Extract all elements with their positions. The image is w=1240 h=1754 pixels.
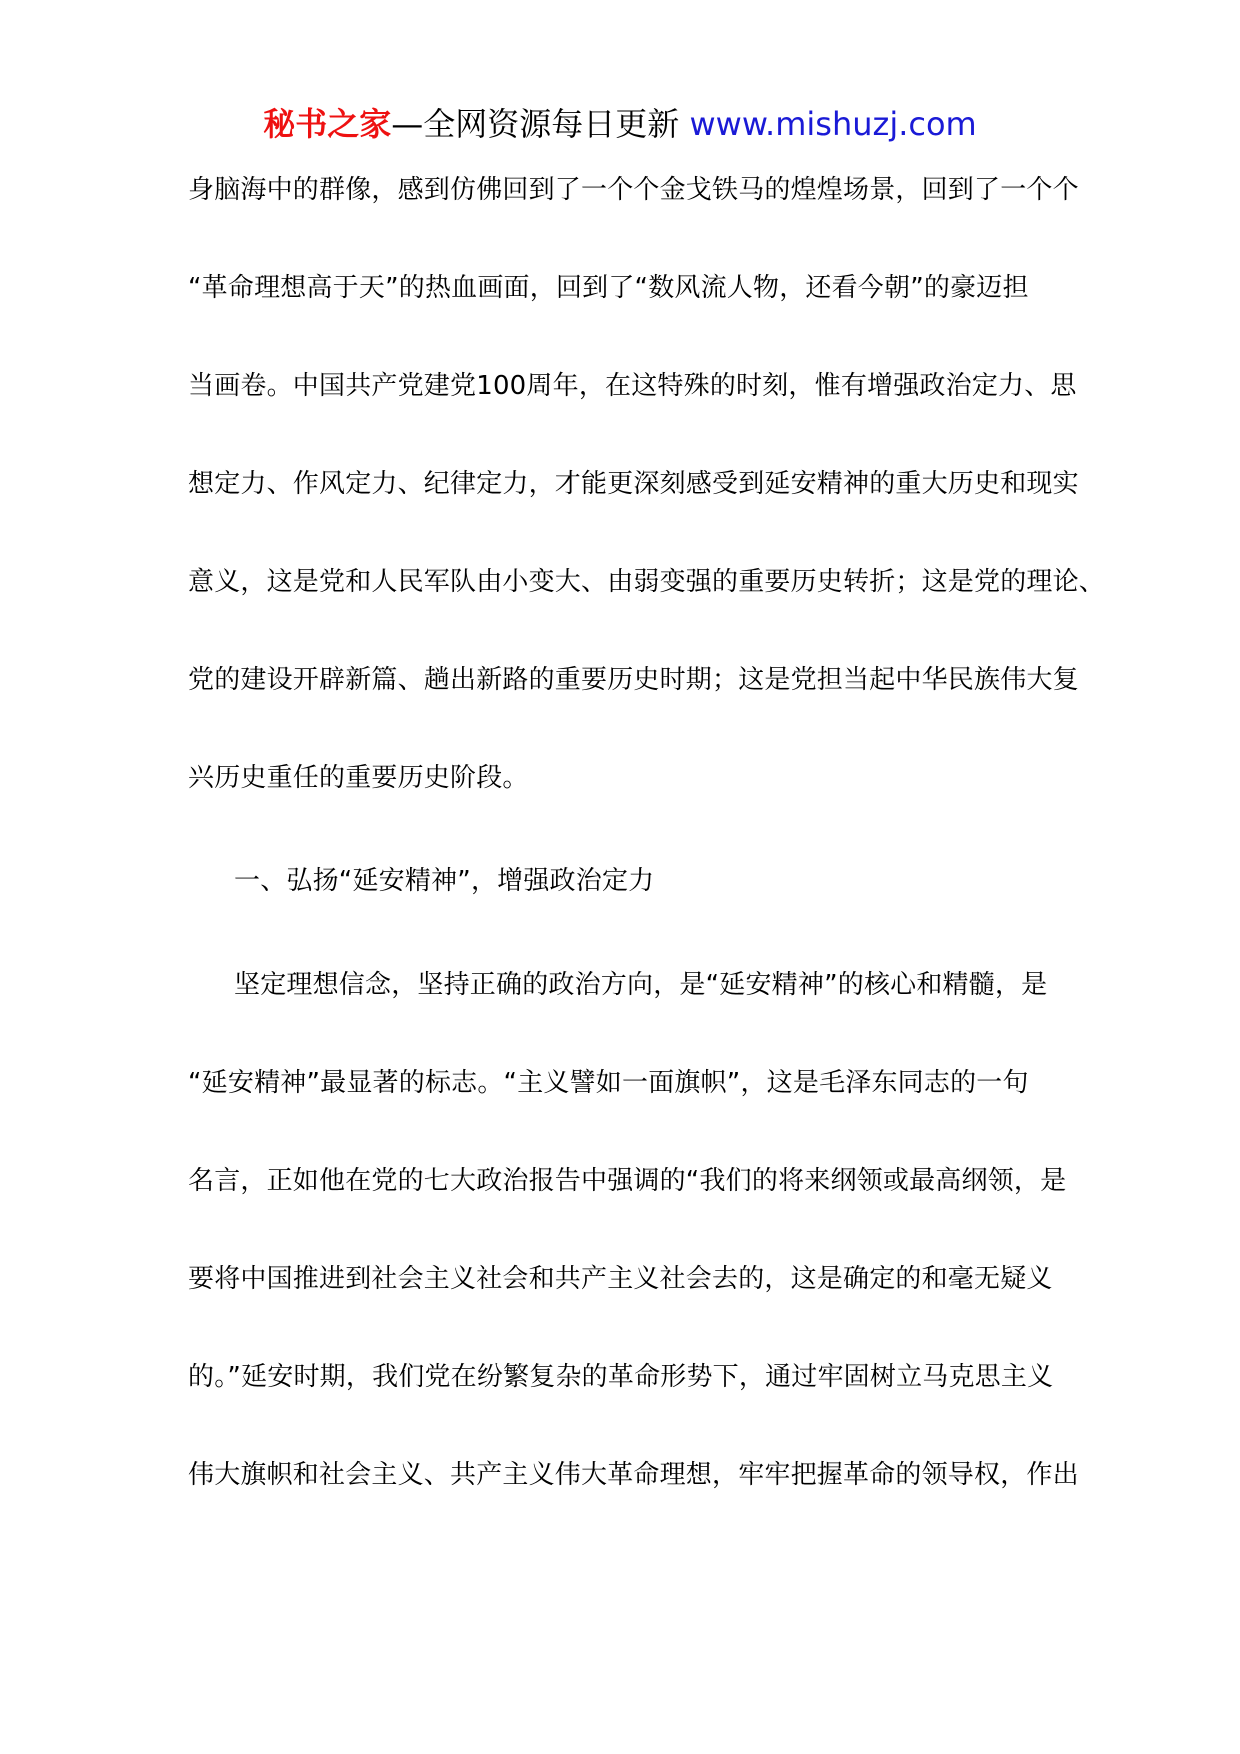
page-header — [0, 100, 1240, 148]
body-line: 当画卷。中国共产党建党100周年，在这特殊的时刻，惟有增强政治定力、思 — [188, 371, 1077, 401]
body-line: “延安精神”最显著的标志。“主义譬如一面旗帜”，这是毛泽东同志的一句 — [188, 1068, 1029, 1098]
header-brand: 秘书之家 — [263, 105, 392, 143]
body-line: 兴历史重任的重要历史阶段。 — [188, 763, 529, 793]
header-url[interactable]: www.mishuzj.com — [689, 105, 977, 143]
body-line: 党的建设开辟新篇、趟出新路的重要历史时期；这是党担当起中华民族伟大复 — [188, 665, 1079, 695]
body-line: 的。”延安时期，我们党在纷繁复杂的革命形势下，通过牢固树立马克思主义 — [188, 1362, 1054, 1392]
section-heading: 一、弘扬“延安精神”，增强政治定力 — [234, 866, 655, 896]
body-line: 身脑海中的群像，感到仿佛回到了一个个金戈铁马的煌煌场景，回到了一个个 — [188, 175, 1079, 205]
body-line: 想定力、作风定力、纪律定力，才能更深刻感受到延安精神的重大历史和现实 — [188, 469, 1079, 499]
body-line: 伟大旗帜和社会主义、共产主义伟大革命理想，牢牢把握革命的领导权，作出 — [188, 1460, 1079, 1490]
body-line: 坚定理想信念，坚持正确的政治方向，是“延安精神”的核心和精髓，是 — [234, 970, 1048, 1000]
body-line: 名言，正如他在党的七大政治报告中强调的“我们的将来纲领或最高纲领，是 — [188, 1166, 1067, 1196]
body-line: “革命理想高于天”的热血画面，回到了“数风流人物，还看今朝”的豪迈担 — [188, 273, 1029, 303]
header-tagline: —全网资源每日更新 — [391, 105, 690, 143]
body-line: 意义，这是党和人民军队由小变大、由弱变强的重要历史转折；这是党的理论、 — [188, 567, 1106, 597]
body-line: 要将中国推进到社会主义社会和共产主义社会去的，这是确定的和毫无疑义 — [188, 1264, 1053, 1294]
